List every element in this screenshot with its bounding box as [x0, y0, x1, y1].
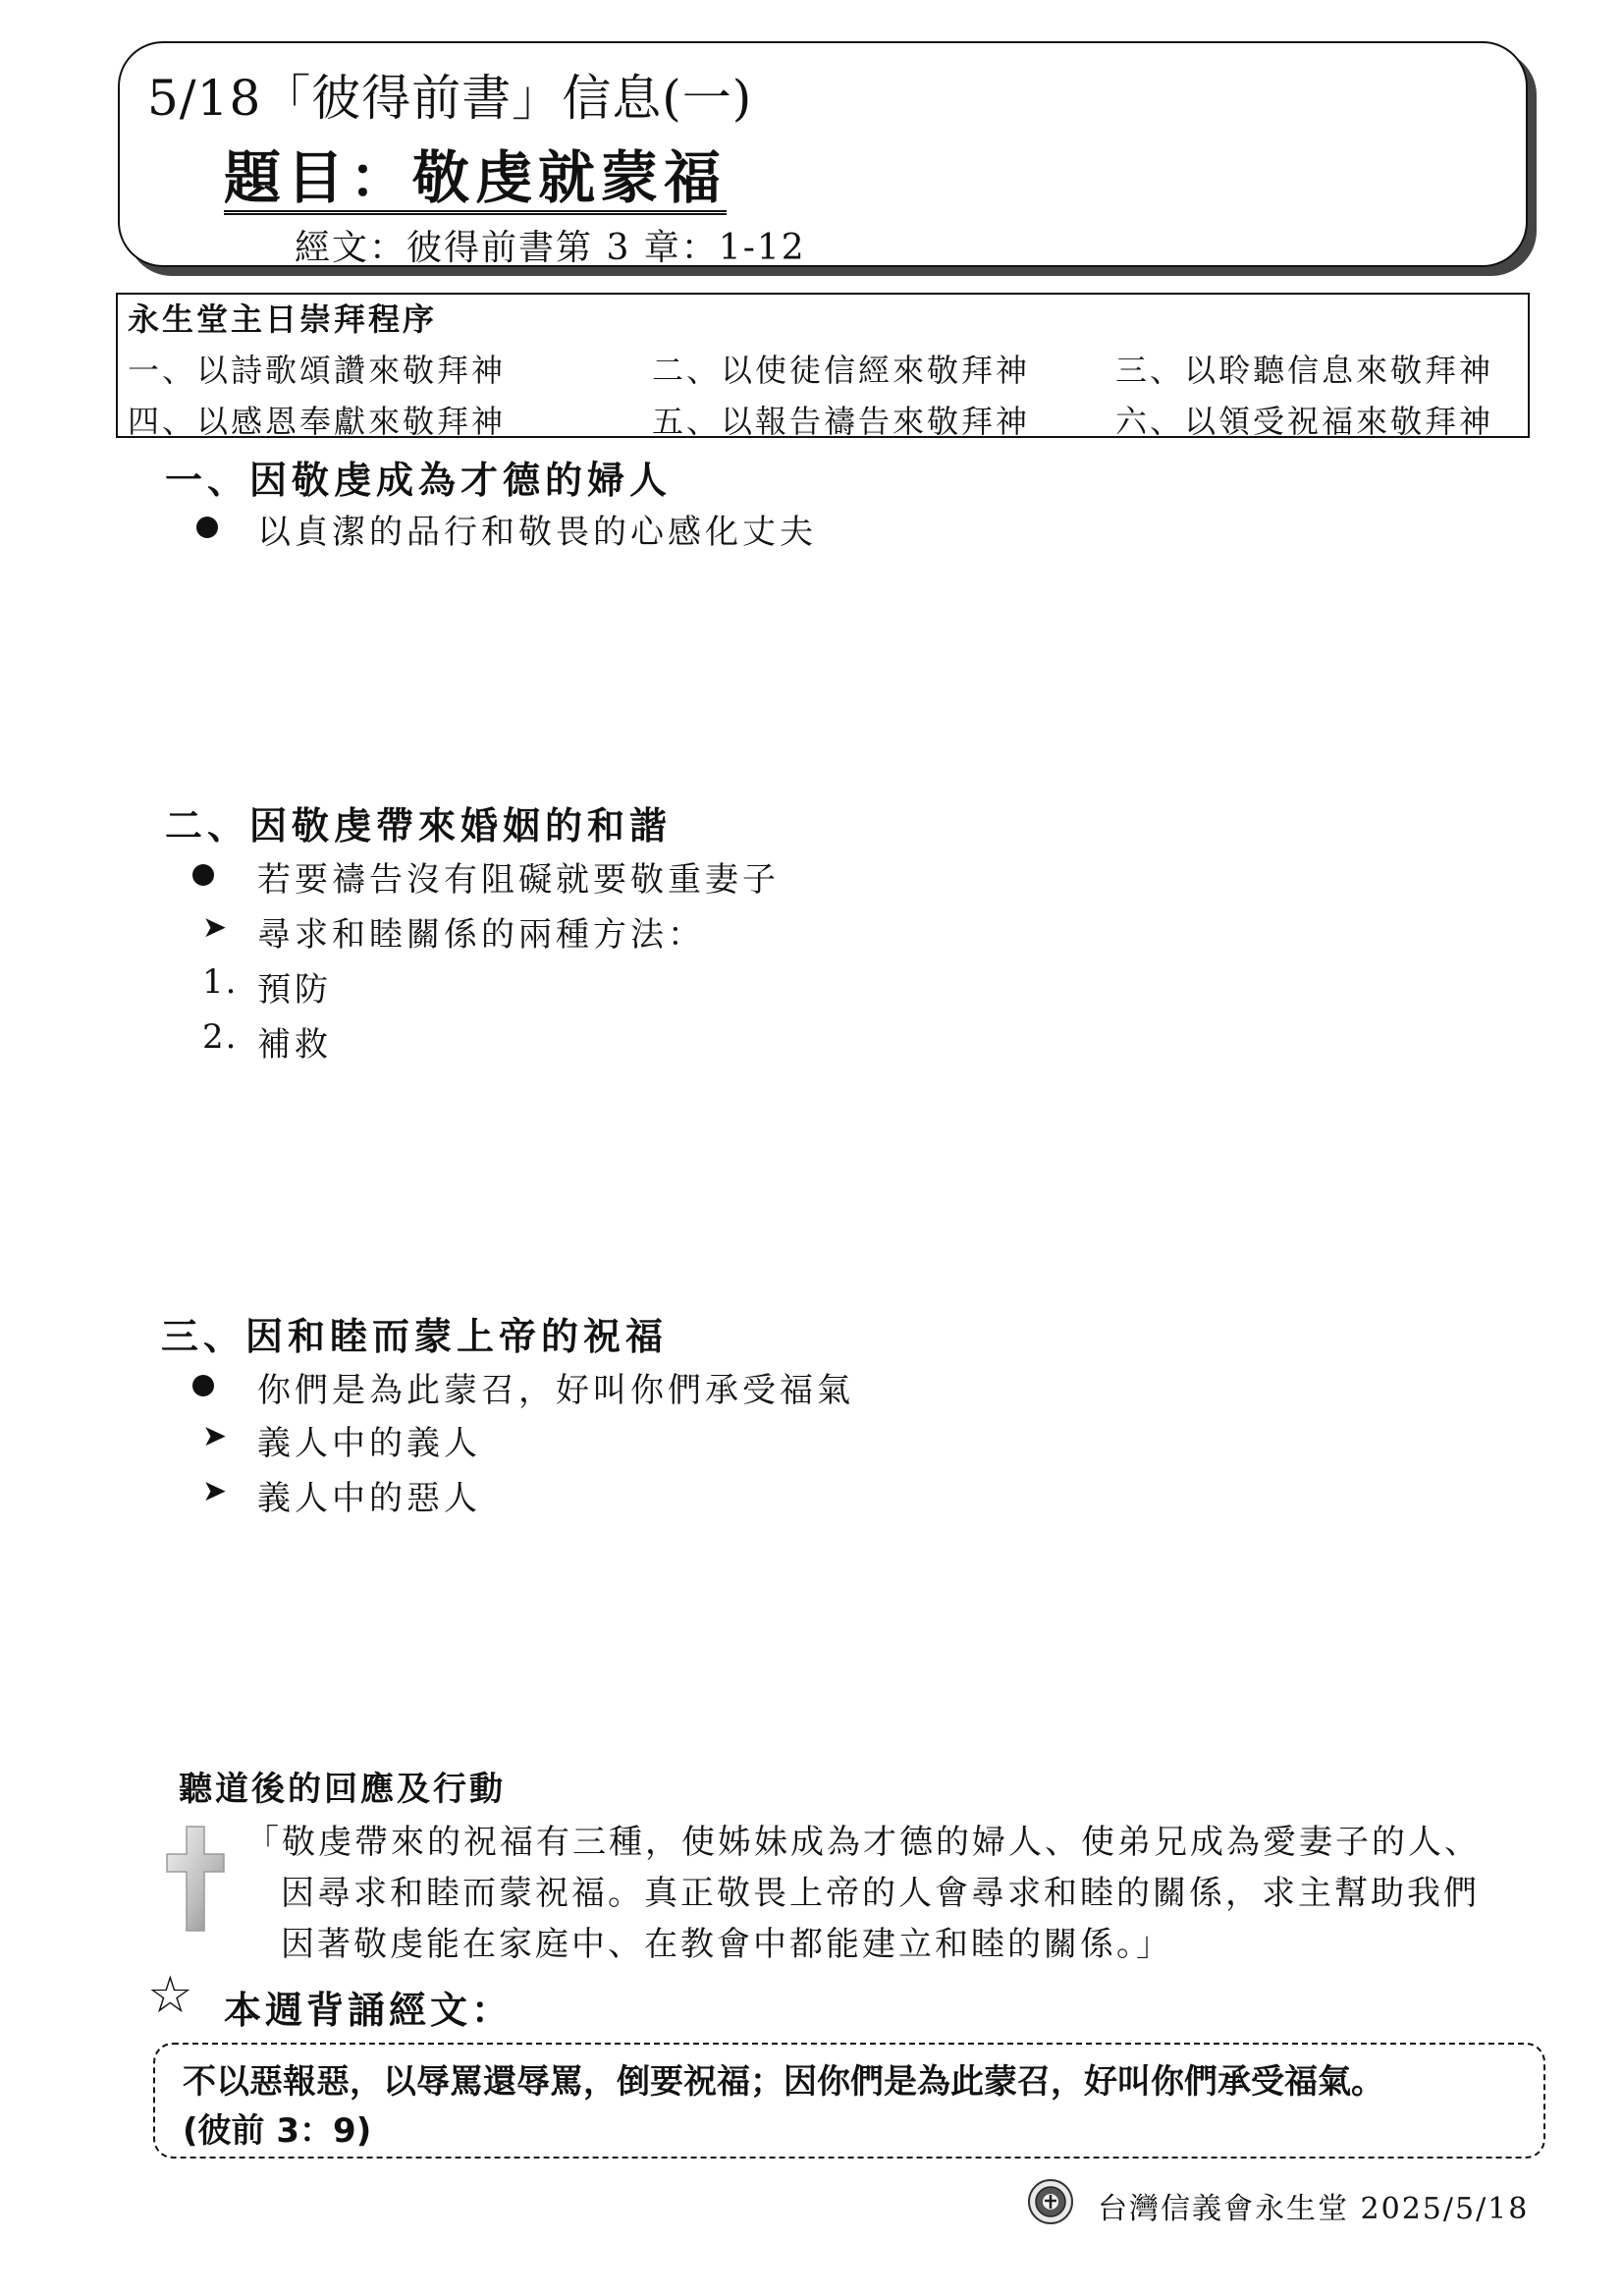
memory-verse-text: 不以惡報惡，以辱罵還辱罵，倒要祝福；因你們是為此蒙召，好叫你們承受福氣。 — [183, 2062, 1384, 2102]
bullet-icon — [192, 864, 214, 886]
section-line: 預防 — [257, 970, 332, 1010]
bullet-icon — [196, 517, 218, 538]
list-number: 2. — [202, 1017, 239, 1057]
memory-verse-reference: (彼前 3：9) — [183, 2111, 372, 2151]
arrow-bullet-icon: ➤ — [202, 1474, 228, 1508]
arrow-bullet-icon: ➤ — [202, 1419, 228, 1453]
order-item: 三、以聆聽信息來敬拜神 — [1115, 352, 1494, 389]
section-heading: 三、因和睦而蒙上帝的祝福 — [161, 1314, 669, 1358]
sermon-title: 5/18「彼得前書」信息(一) — [147, 70, 753, 127]
section-line: 以貞潔的品行和敬畏的心感化丈夫 — [257, 513, 817, 552]
order-item: 五、以報告禱告來敬拜神 — [652, 403, 1031, 440]
section-line: 若要禱告沒有阻礙就要敬重妻子 — [257, 860, 780, 900]
scripture-reference: 經文：彼得前書第 3 章：1-12 — [295, 228, 806, 268]
order-item: 四、以感恩奉獻來敬拜神 — [128, 403, 507, 440]
response-line: 「敬虔帶來的祝福有三種，使姊妹成為才德的婦人、使弟兄成為愛妻子的人、 — [245, 1823, 1481, 1862]
response-heading: 聽道後的回應及行動 — [179, 1770, 506, 1809]
list-number: 1. — [202, 962, 239, 1002]
section-line: 義人中的惡人 — [257, 1479, 481, 1518]
section-line: 你們是為此蒙召，好叫你們承受福氣 — [257, 1371, 854, 1410]
arrow-bullet-icon: ➤ — [202, 910, 228, 945]
section-heading: 一、因敬虔成為才德的婦人 — [165, 458, 673, 502]
sermon-topic: 題目：敬虔就蒙福 — [224, 145, 727, 215]
order-item: 六、以領受祝福來敬拜神 — [1115, 403, 1494, 440]
section-line: 尋求和睦關係的兩種方法： — [257, 915, 705, 955]
memory-verse-heading: 本週背誦經文： — [224, 1989, 514, 2032]
response-line: 因尋求和睦而蒙祝福。真正敬畏上帝的人會尋求和睦的關係，求主幫助我們 — [281, 1874, 1480, 1913]
cross-icon — [165, 1825, 226, 1933]
footer-text: 台灣信義會永生堂 2025/5/18 — [1098, 2192, 1530, 2226]
section-line: 補救 — [257, 1025, 332, 1065]
order-item: 一、以詩歌頌讚來敬拜神 — [128, 352, 507, 389]
star-icon: ☆ — [147, 1966, 193, 2025]
section-heading: 二、因敬虔帶來婚姻的和諧 — [165, 803, 673, 847]
bullet-icon — [192, 1375, 214, 1396]
section-line: 義人中的義人 — [257, 1424, 481, 1463]
response-line: 因著敬虔能在家庭中、在教會中都能建立和睦的關係。」 — [281, 1925, 1172, 1964]
church-seal-icon — [1027, 2178, 1074, 2225]
order-of-worship-title: 永生堂主日崇拜程序 — [128, 301, 438, 338]
order-item: 二、以使徒信經來敬拜神 — [652, 352, 1031, 389]
